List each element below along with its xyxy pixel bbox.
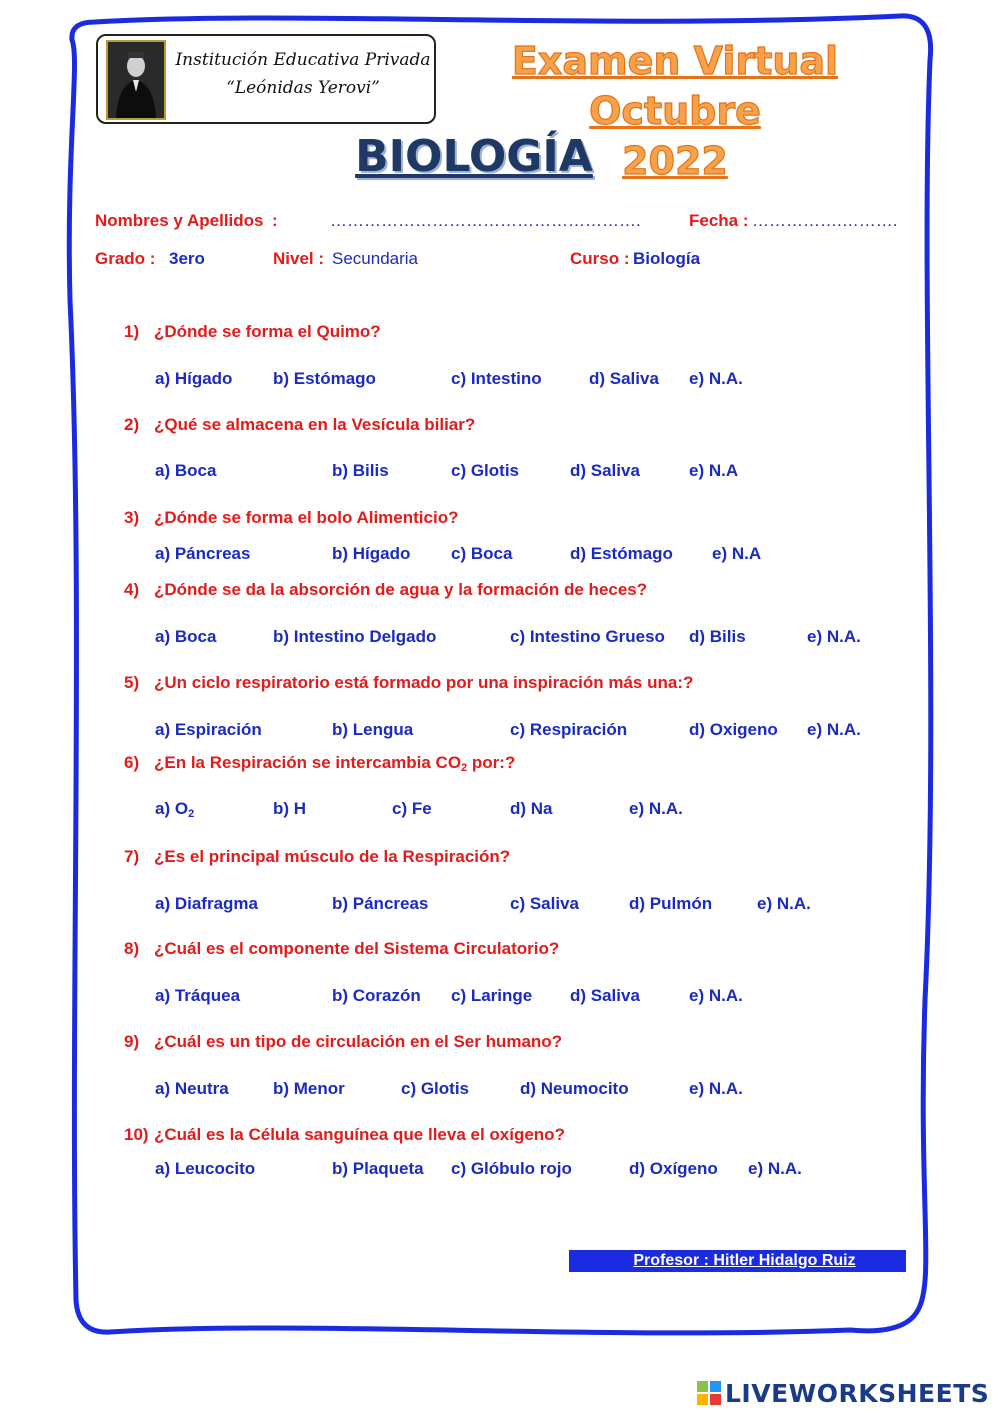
question-text: ¿Un ciclo respiratorio está formado por una inspiración más una:?: [154, 673, 694, 692]
q10-option-e[interactable]: e) N.A.: [748, 1159, 802, 1178]
date-field[interactable]: …………….……….: [752, 211, 898, 230]
course-value: Biología: [633, 249, 701, 268]
name-field[interactable]: ……………………………………………….: [330, 211, 641, 230]
q3-option-e[interactable]: e) N.A: [712, 544, 762, 563]
question-number: 3): [124, 508, 140, 527]
q1-option-e[interactable]: e) N.A.: [689, 369, 743, 388]
name-label: Nombres y Apellidos: [95, 211, 264, 230]
q4-option-c[interactable]: c) Intestino Grueso: [510, 627, 665, 646]
level-value: Secundaria: [332, 249, 419, 268]
q8-option-b[interactable]: b) Corazón: [332, 986, 421, 1005]
question-4: [124, 580, 647, 600]
level-label: Nivel :: [273, 249, 325, 268]
question-number: 6): [124, 753, 140, 772]
q8-option-d[interactable]: d) Saliva: [570, 986, 640, 1005]
q10-option-a[interactable]: a) Leucocito: [155, 1159, 256, 1178]
q5-option-d[interactable]: d) Oxigeno: [689, 720, 778, 739]
q7-option-a[interactable]: a) Diafragma: [155, 894, 258, 913]
question-1: [124, 322, 381, 342]
q2-option-a[interactable]: a) Boca: [155, 461, 217, 480]
q4-option-d[interactable]: d) Bilis: [689, 627, 746, 646]
watermark-text: LIVEWORKSHEETS: [725, 1378, 990, 1408]
liveworksheets-logo-icon: [697, 1381, 721, 1405]
exam-title-line1: Examen Virtual Octubre: [511, 39, 839, 133]
question-text: ¿Dónde se forma el Quimo?: [154, 322, 381, 341]
q8-option-a[interactable]: a) Tráquea: [155, 986, 241, 1005]
q10-option-b[interactable]: b) Plaqueta: [332, 1159, 424, 1178]
q3-option-a[interactable]: a) Páncreas: [155, 544, 251, 563]
school-name-line2: “Leónidas Yerovi”: [226, 78, 380, 98]
subject-title: BIOLOGÍA: [355, 131, 593, 182]
question-text: ¿Es el principal músculo de la Respiración?: [154, 847, 511, 866]
q2-option-b[interactable]: b) Bilis: [332, 461, 389, 480]
q7-option-e[interactable]: e) N.A.: [757, 894, 811, 913]
question-number: 5): [124, 673, 140, 692]
question-text: ¿Qué se almacena en la Vesícula biliar?: [154, 415, 476, 434]
school-name-line1: Institución Educativa Privada: [175, 50, 431, 70]
q6-option-d[interactable]: d) Na: [510, 799, 553, 818]
question-number: 8): [124, 939, 140, 958]
date-label: Fecha :: [689, 211, 749, 230]
question-text: ¿Dónde se da la absorción de agua y la formación de heces?: [154, 580, 648, 599]
q6-option-a[interactable]: [155, 799, 194, 820]
question-text-after: por:?: [467, 753, 516, 772]
school-name: [174, 46, 432, 102]
q7-option-b[interactable]: b) Páncreas: [332, 894, 429, 913]
q4-option-b[interactable]: b) Intestino Delgado: [273, 627, 437, 646]
q2-option-d[interactable]: d) Saliva: [570, 461, 640, 480]
q9-option-b[interactable]: b) Menor: [273, 1079, 345, 1098]
q10-option-d[interactable]: d) Oxígeno: [629, 1159, 718, 1178]
question-text: ¿Dónde se forma el bolo Alimenticio?: [154, 508, 459, 527]
q1-option-b[interactable]: b) Estómago: [273, 369, 376, 388]
teacher-name-banner: Profesor : Hitler Hidalgo Ruiz: [569, 1250, 906, 1272]
question-number: 2): [124, 415, 140, 434]
question-number: 10): [124, 1125, 149, 1144]
question-8: [124, 939, 559, 959]
question-5: [124, 673, 693, 693]
q1-option-a[interactable]: a) Hígado: [155, 369, 233, 388]
question-6: [124, 753, 515, 774]
q6-option-b[interactable]: b) H: [273, 799, 307, 818]
option-text: a) O: [155, 799, 189, 818]
q9-option-a[interactable]: a) Neutra: [155, 1079, 229, 1098]
q1-option-c[interactable]: c) Intestino: [451, 369, 542, 388]
q10-option-c[interactable]: c) Glóbulo rojo: [451, 1159, 572, 1178]
grade-label: Grado :: [95, 249, 156, 268]
grade-value: 3ero: [169, 249, 205, 268]
q3-option-b[interactable]: b) Hígado: [332, 544, 411, 563]
q9-option-c[interactable]: c) Glotis: [401, 1079, 470, 1098]
q9-option-e[interactable]: e) N.A.: [689, 1079, 743, 1098]
question-number: 7): [124, 847, 140, 866]
question-text: ¿Cuál es el componente del Sistema Circulatorio?: [154, 939, 560, 958]
q5-option-a[interactable]: a) Espiración: [155, 720, 262, 739]
question-9: [124, 1032, 562, 1052]
question-text-subscript: 2: [461, 762, 468, 774]
q8-option-e[interactable]: e) N.A.: [689, 986, 743, 1005]
question-2: [124, 415, 475, 435]
question-number: 1): [124, 322, 140, 341]
q4-option-e[interactable]: e) N.A.: [807, 627, 861, 646]
q7-option-d[interactable]: d) Pulmón: [629, 894, 713, 913]
q4-option-a[interactable]: a) Boca: [155, 627, 217, 646]
name-colon: :: [272, 211, 278, 230]
q2-option-e[interactable]: e) N.A: [689, 461, 739, 480]
question-text: ¿Cuál es la Célula sanguínea que lleva el oxígeno?: [154, 1125, 565, 1144]
question-text: ¿Cuál es un tipo de circulación en el Ser humano?: [154, 1032, 563, 1051]
q5-option-e[interactable]: e) N.A.: [807, 720, 861, 739]
question-7: [124, 847, 510, 867]
option-subscript: 2: [188, 808, 195, 820]
school-header-box: [96, 34, 436, 124]
q6-option-c[interactable]: c) Fe: [392, 799, 432, 818]
q5-option-c[interactable]: c) Respiración: [510, 720, 628, 739]
question-text-before: ¿En la Respiración se intercambia CO: [154, 753, 462, 772]
q6-option-e[interactable]: e) N.A.: [629, 799, 683, 818]
exam-title-line2: 2022: [622, 139, 728, 183]
q5-option-b[interactable]: b) Lengua: [332, 720, 414, 739]
question-3: [124, 508, 458, 528]
school-founder-portrait: [106, 40, 166, 120]
q9-option-d[interactable]: d) Neumocito: [520, 1079, 629, 1098]
course-label: Curso :: [570, 249, 630, 268]
q2-option-c[interactable]: c) Glotis: [451, 461, 520, 480]
q3-option-d[interactable]: d) Estómago: [570, 544, 673, 563]
question-number: 9): [124, 1032, 140, 1051]
q3-option-c[interactable]: c) Boca: [451, 544, 513, 563]
q1-option-d[interactable]: d) Saliva: [589, 369, 659, 388]
question-10: [124, 1125, 565, 1145]
liveworksheets-watermark: [697, 1376, 989, 1410]
q8-option-c[interactable]: c) Laringe: [451, 986, 533, 1005]
q7-option-c[interactable]: c) Saliva: [510, 894, 579, 913]
question-number: 4): [124, 580, 140, 599]
